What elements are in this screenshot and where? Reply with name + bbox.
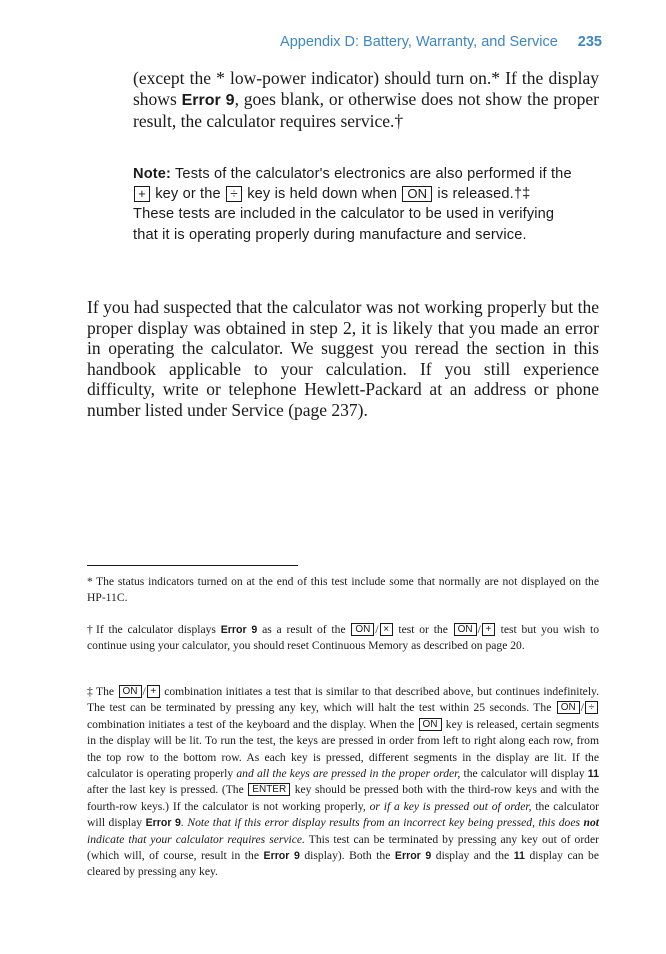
on-key-icon: ON [119, 685, 142, 698]
plus-key-icon: + [134, 186, 150, 202]
fn3-text-6: after the last key is pressed. (The [87, 783, 248, 797]
header-title: Appendix D: Battery, Warranty, and Service [280, 34, 558, 50]
fn3-italic-4: indicate that your calculator requires service. [87, 832, 305, 846]
error-9-label: Error 9 [263, 850, 300, 863]
paragraph-troubleshooting: If you had suspected that the calculator was not working properly but the proper display was obtained in step 2, it is likely that you made an error in operating the calculator. We suggest you reread the section in this handbook applicable to your calculation. If you still experience difficulty, write or telephone Hewlett-Packard at an address or phone number listed under Service (page 237). [87, 297, 599, 420]
plus-key-icon: + [147, 685, 160, 698]
fn3-text-1: The [96, 685, 118, 698]
fn3-text-3: combination initiates a test of the keyboard and the display. When the [87, 717, 418, 731]
p1-text-a: (except the * low-power indicator) should turn on.* If the display shows [133, 68, 599, 109]
on-key-icon: ON [402, 186, 432, 202]
error-9-label: Error 9 [220, 624, 258, 636]
fn3-italic-2: or if a key is pressed out of order, [369, 799, 532, 813]
fn2-text-4: test but you wish to continue using your calculator, you should reset Continuous Memory as described on page 20. [87, 623, 599, 653]
multiply-key-icon: × [380, 623, 393, 636]
footnote-dagger [87, 622, 599, 655]
slash: / [142, 685, 146, 698]
on-key-icon: ON [419, 718, 442, 731]
fn3-text-8: the calculator will display [87, 799, 599, 830]
footnote-divider [87, 565, 298, 566]
note-label: Note: [133, 166, 172, 182]
fn3-text-7: key should be pressed both with the third-row keys and with the fourth-row keys.) If the calculator is not working properly, [87, 783, 599, 813]
fn3-text-9: This test can be terminated by pressing any key out of order (which will, of course, result in the [87, 832, 599, 863]
note-text-3: key is held down when [243, 186, 402, 203]
slash: / [477, 623, 481, 636]
fn3-text-11: display and the [431, 849, 514, 863]
footnote-double-dagger [87, 684, 599, 881]
page-number: 235 [577, 34, 602, 50]
note-text-1: Tests of the calculator's electronics are also performed if the [171, 166, 572, 182]
note-text-2: key or the [151, 186, 225, 203]
fn2-text-2: as a result of the [257, 623, 351, 636]
fn2-text-1: If the calculator displays [96, 623, 221, 636]
fn3-italic-1: and all the keys are pressed in the proper order, [236, 767, 461, 781]
enter-key-icon: ENTER [248, 783, 290, 796]
footnote-mark: * [87, 575, 93, 588]
plus-key-icon: + [482, 623, 495, 636]
p1-text-b: , goes blank, or otherwise does not show the proper result, the calculator requires service.† [133, 89, 600, 131]
on-key-icon: ON [351, 623, 374, 636]
error-9-label: Error 9 [145, 817, 181, 830]
slash: / [375, 623, 379, 636]
on-key-icon: ON [557, 701, 580, 714]
divide-key-icon: ÷ [585, 701, 598, 714]
fn3-bold-not: not [583, 816, 600, 830]
fn3-text-2: combination initiates a test that is similar to that described above, but continues indefinitely. The test can be terminated by pressing any key, which will halt the test within 25 seconds. The [87, 685, 599, 715]
error-9-label: Error 9 [394, 850, 432, 863]
footnote-mark: † [87, 623, 93, 636]
on-key-icon: ON [454, 623, 477, 636]
footnote-mark: ‡ [87, 685, 93, 698]
fn3-text-4: key is released, certain segments in the display will be lit. To run the test, the keys are pressed in order from left to right along each row, from the top row to the bottom row. As each key is pressed, different segments in the display are lit. If the calculator is operating properly [87, 717, 599, 781]
divide-key-icon: ÷ [226, 186, 242, 202]
display-11-label: 11 [587, 768, 599, 781]
note-text-4: is released.†‡ These tests are included in the calculator to be used in verifying that it is operating properly during manufacture and service. [133, 186, 555, 243]
fn3-italic-3: . Note that if this error display results from an incorrect key being pressed, this does [180, 816, 584, 830]
fn3-text-10: display). Both the [299, 849, 395, 863]
footnote-asterisk [87, 574, 599, 607]
fn3-text-5: the calculator will display [460, 767, 588, 781]
fn3-text-12: display can be cleared by pressing any key. [87, 849, 599, 879]
note-box [133, 164, 573, 245]
fn2-text-3: test or the [393, 623, 453, 636]
paragraph-test-result [133, 68, 599, 132]
display-11-label: 11 [513, 850, 525, 863]
footnote-text: The status indicators turned on at the end of this test include some that normally are not displayed on the HP-11C. [87, 575, 599, 605]
running-header [280, 34, 602, 50]
error-9-label: Error 9 [181, 92, 235, 109]
slash: / [580, 701, 584, 715]
